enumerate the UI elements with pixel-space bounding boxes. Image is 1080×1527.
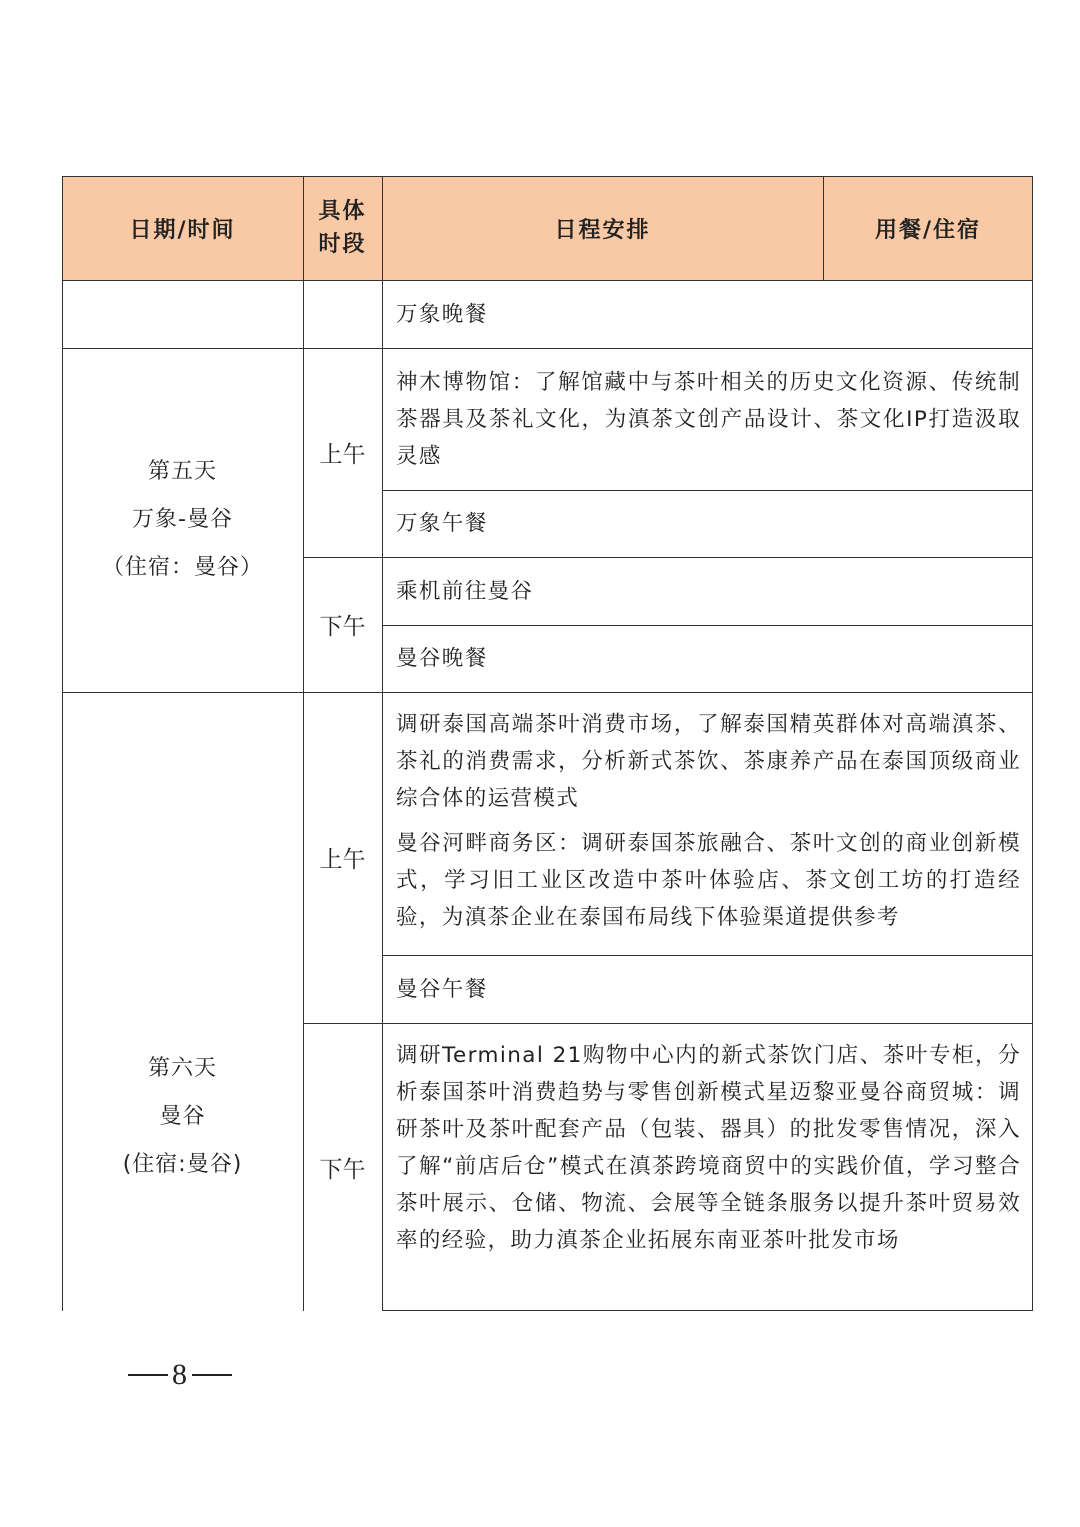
schedule-cell — [382, 557, 1033, 625]
header-schedule — [382, 176, 823, 280]
day5-pm-label: 下午 — [319, 614, 366, 640]
schedule-cell — [382, 348, 1033, 490]
table-border — [62, 692, 1033, 693]
schedule-text: 万象午餐 — [396, 511, 488, 536]
day6-date-cell — [62, 692, 303, 1311]
schedule-cell — [382, 625, 1033, 692]
header-date-time — [62, 176, 303, 280]
schedule-text: 调研Terminal 21购物中心内的新式茶饮门店、茶叶专柜，分析泰国茶叶消费趋势与零售创新模式星迈黎亚曼谷商贸城：调研茶叶及茶叶配套产品（包装、器具）的批发零售情况，深入了解“前店后仓”模式在滇茶跨境商贸中的实践价值，学习整合茶叶展示、仓储、物流、会展等全链条服务以提升茶叶贸易效率的经验，助力滇茶企业拓展东南亚茶叶批发市场 — [396, 1043, 1021, 1253]
day6-pm-period — [303, 1023, 382, 1311]
schedule-cell — [382, 280, 1033, 348]
schedule-text: 乘机前往曼谷 — [396, 578, 534, 604]
table-border — [382, 1310, 1033, 1311]
day6-pm-label: 下午 — [319, 1156, 366, 1183]
table-border — [382, 625, 1033, 626]
day5-am-label: 上午 — [319, 442, 366, 468]
day5-pm-period — [303, 557, 382, 692]
schedule-text: 曼谷午餐 — [396, 976, 488, 1002]
dash-left — [128, 1374, 168, 1376]
schedule-text: 万象晚餐 — [396, 301, 488, 327]
table-border — [303, 1023, 1033, 1024]
day6-am-label: 上午 — [319, 847, 366, 873]
table-border — [823, 176, 824, 280]
day6-lodging: (住宿:曼谷) — [122, 1151, 243, 1177]
page-number — [124, 1358, 236, 1392]
dash-right — [192, 1374, 232, 1376]
schedule-text: 神木博物馆：了解馆藏中与茶叶相关的历史文化资源、传统制茶器具及茶礼文化，为滇茶文创产品设计、茶文化IP打造汲取灵感 — [396, 369, 1021, 469]
header-period-line1: 具体 — [318, 199, 367, 224]
header-date-time-label: 日期/时间 — [129, 217, 236, 243]
table-border — [62, 280, 1033, 281]
schedule-paragraph: 调研泰国高端茶叶消费市场，了解泰国精英群体对高端滇茶、茶礼的消费需求，分析新式茶饮、茶康养产品在泰国顶级商业综合体的运营模式 — [396, 712, 1021, 811]
table-border — [62, 176, 1033, 177]
day5-am-period — [303, 348, 382, 557]
schedule-cell — [382, 1023, 1033, 1311]
schedule-cell — [382, 490, 1033, 557]
table-border — [382, 490, 1033, 491]
itinerary-table — [62, 176, 1033, 1311]
page-number-text: 8 — [172, 1358, 188, 1391]
header-meals-label: 用餐/住宿 — [874, 217, 982, 243]
day6-am-period — [303, 692, 382, 1023]
header-period — [303, 176, 382, 280]
header-schedule-label: 日程安排 — [554, 217, 651, 243]
day5-date-cell — [62, 348, 303, 692]
schedule-text: 曼谷晚餐 — [396, 646, 488, 671]
schedule-text — [396, 706, 1021, 936]
header-meals — [823, 176, 1033, 280]
header-period-line2: 时段 — [318, 232, 367, 257]
schedule-cell — [382, 955, 1033, 1023]
day6-title: 第六天 — [147, 1055, 217, 1081]
day5-lodging: （住宿：曼谷） — [101, 555, 263, 580]
day5-route: 万象-曼谷 — [132, 507, 233, 532]
table-border — [382, 955, 1033, 956]
day5-title: 第五天 — [147, 459, 217, 484]
table-border — [382, 176, 383, 1311]
table-border — [62, 176, 63, 1311]
day6-city: 曼谷 — [159, 1103, 206, 1129]
table-border — [303, 176, 304, 1311]
table-border — [1032, 176, 1033, 1311]
schedule-cell — [382, 692, 1033, 955]
schedule-paragraph: 曼谷河畔商务区：调研泰国茶旅融合、茶叶文创的商业创新模式，学习旧工业区改造中茶叶体验店、茶文创工坊的打造经验，为滇茶企业在泰国布局线下体验渠道提供参考 — [396, 831, 1021, 930]
table-border — [62, 348, 1033, 349]
table-border — [303, 557, 1033, 558]
